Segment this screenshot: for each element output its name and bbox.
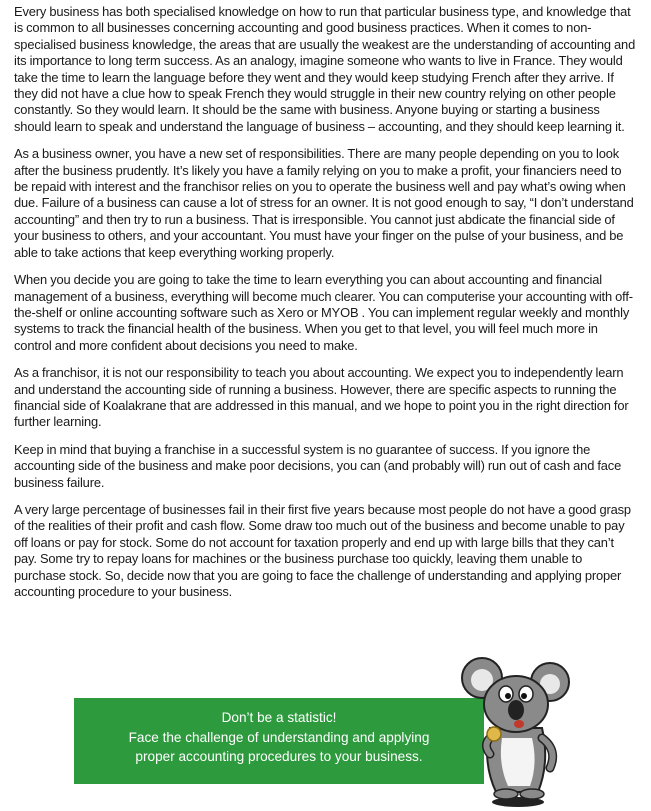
callout-line-3: proper accounting procedures to your business.: [135, 749, 423, 764]
koala-mascot-icon: [446, 652, 586, 808]
paragraph-4: As a franchisor, it is not our responsibility to teach you about accounting. We expect you to independently learn and understand the accounting side of running a business. However, there are specific aspects to running the financial side of Koalakrane that are addressed in this manual, and we hope to point you in the right direction for further learning.: [14, 365, 629, 430]
callout-line-2: Face the challenge of understanding and applying: [128, 729, 430, 745]
paragraph-3: When you decide you are going to take the time to learn everything you can about accounting and financial management of a business, everything will become much clearer. You can computerise your accounting with off-the-shelf or online accounting software such as Xero or MYOB . You can implement regular weekly and monthly systems to track the financial health of the business. When you get to that level, you will feel much more in control and more confident about decisions you need to make.: [14, 272, 633, 353]
paragraph-2: As a business owner, you have a new set of responsibilities. There are many people depending on you to look after the business prudently. It’s likely you have a family relying on you to make a profit, your financiers need to be repaid with interest and the franchisor relies on you to operate the business well and pay what’s owing when due. Failure of a business can cause a lot of stress for an owner. It is not good enough to say, “I don’t understand accounting” and then try to run a business. That is irresponsible. You cannot just abdicate the financial side of your business to others, and your accountant. You must have your finger on the pulse of your business, and be able to take actions that keep everything working properly.: [14, 146, 634, 260]
paragraph-5: Keep in mind that buying a franchise in a successful system is no guarantee of success. If you ignore the accounting side of the business and make poor decisions, you can (and probably will) run out of cash and face business failure.: [14, 441, 622, 490]
callout-box: [74, 698, 484, 784]
paragraph-1: Every business has both specialised knowledge on how to run that particular business type, and knowledge that is common to all businesses concerning accounting and good business practices. When it comes to non-specialised business knowledge, the areas that are usually the weakest are the understanding of accounting and its importance to long term success. As an analogy, imagine someone who wants to live in France. They would take the time to learn the language before they went and they would keep studying French after they arrive. If they did not have a clue how to speak French they would struggle in their new country relying on other people constantly. So they would learn. It should be the same with business. Anyone buying or starting a business should learn to speak and understand the language of business – accounting, and they should keep learning it.: [14, 4, 636, 134]
callout-heading: Don’t be a statistic!: [221, 710, 337, 725]
document-body: [14, 4, 637, 611]
paragraph-6: A very large percentage of businesses fail in their first five years because most people do not have a good grasp of the realities of their profit and cash flow. Some draw too much out of the business and become unable to pay off loans or pay for stock. Some do not account for taxation properly and end up with large bills that they can’t pay. Some try to repay loans for machines or the business purchase too quickly, leaving them unable to purchase stock. So, decide now that you are going to face the challenge of understanding and applying proper accounting procedure to your business.: [14, 501, 631, 599]
